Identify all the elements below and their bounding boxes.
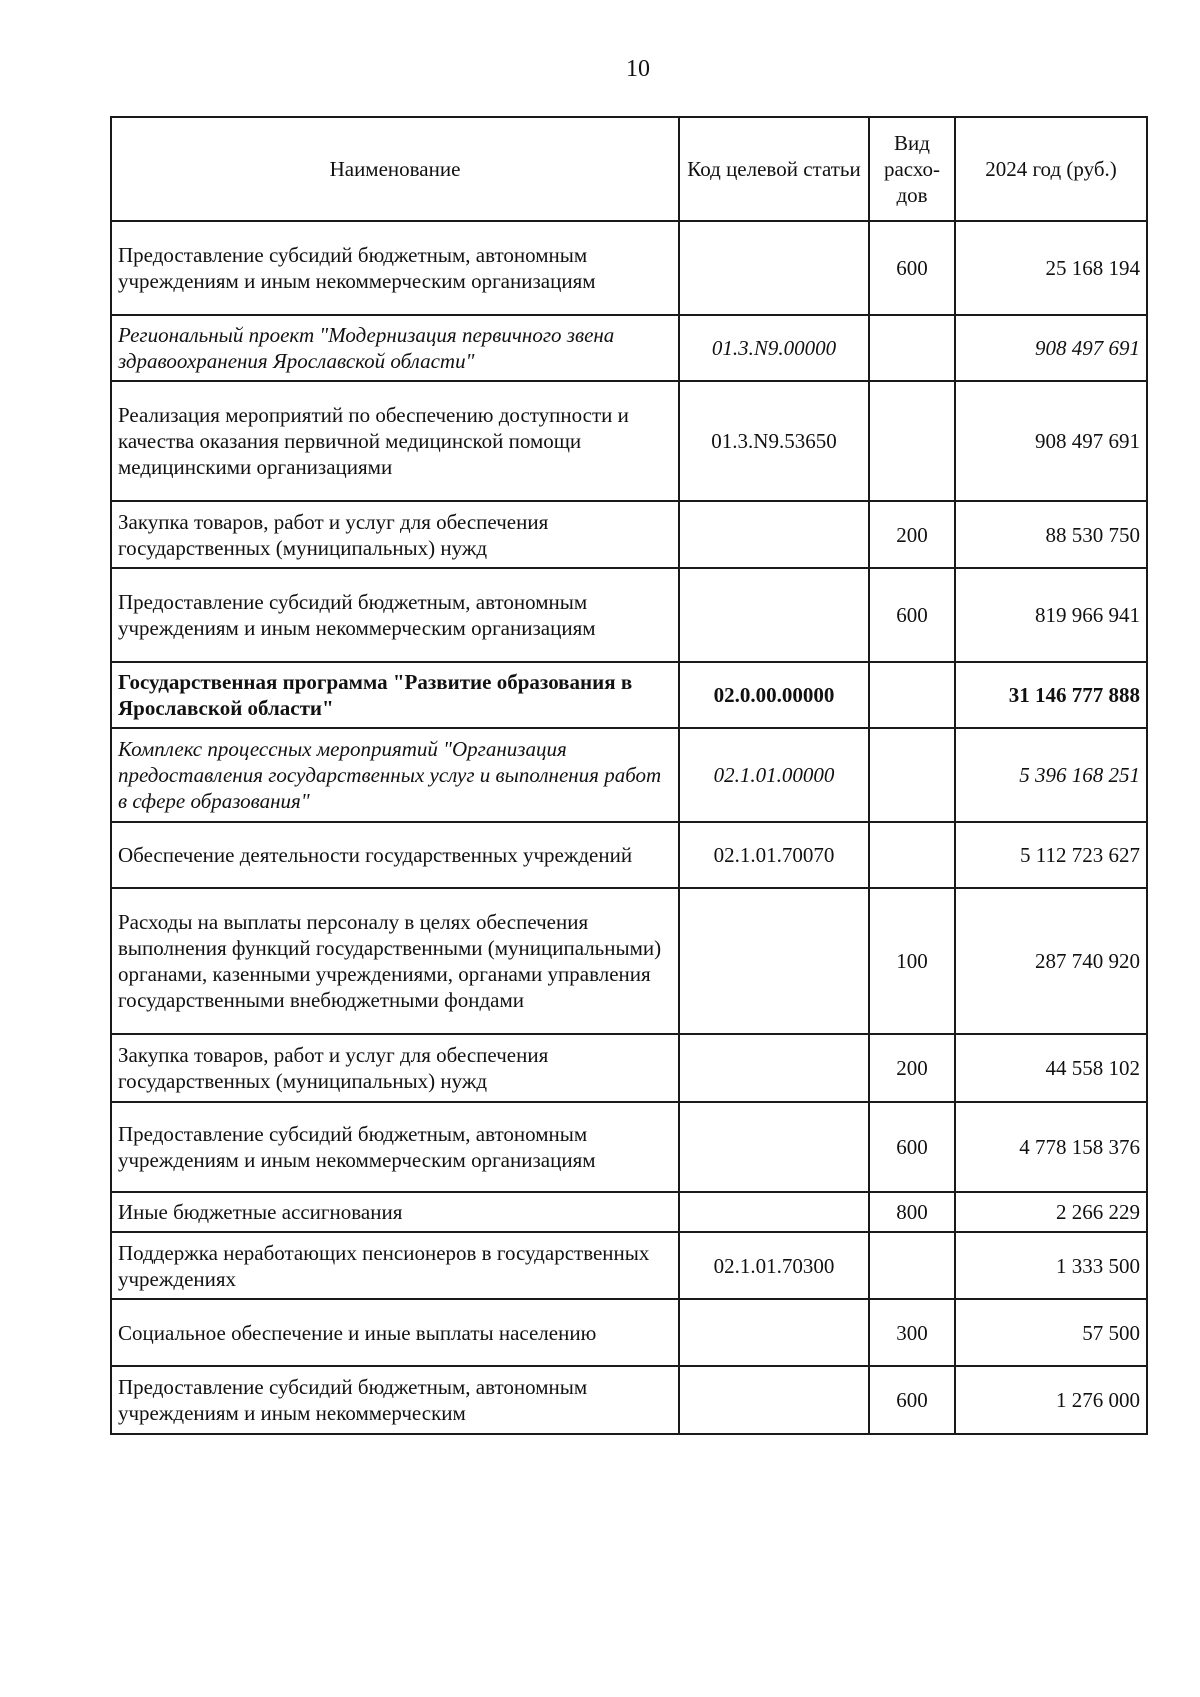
row-kind-cell: 600 <box>869 1366 955 1434</box>
row-kind-cell: 300 <box>869 1299 955 1366</box>
row-kind-cell: 600 <box>869 221 955 315</box>
row-amount-cell: 57 500 <box>955 1299 1147 1366</box>
row-amount-cell: 88 530 750 <box>955 501 1147 568</box>
table-row <box>111 1192 1147 1232</box>
row-kind-cell: 100 <box>869 888 955 1034</box>
row-kind-cell <box>869 1232 955 1299</box>
row-name-cell: Комплекс процессных мероприятий "Организация предоставления государственных услуг и выполнения работ в сфере образования" <box>111 728 679 822</box>
row-amount-cell: 44 558 102 <box>955 1034 1147 1102</box>
row-name-cell: Иные бюджетные ассигнования <box>111 1192 679 1232</box>
row-code-cell: 02.1.01.00000 <box>679 728 869 822</box>
budget-table <box>110 116 1148 1435</box>
row-name-cell: Предоставление субсидий бюджетным, автономным учреждениям и иным некоммерческим организациям <box>111 221 679 315</box>
row-name-cell: Предоставление субсидий бюджетным, автономным учреждениям и иным некоммерческим <box>111 1366 679 1434</box>
table-row <box>111 728 1147 822</box>
row-code-cell <box>679 1366 869 1434</box>
row-name-cell: Обеспечение деятельности государственных учреждений <box>111 822 679 888</box>
table-row <box>111 381 1147 501</box>
row-amount-cell: 1 276 000 <box>955 1366 1147 1434</box>
row-name-cell: Поддержка неработающих пенсионеров в государственных учреждениях <box>111 1232 679 1299</box>
row-amount-cell: 25 168 194 <box>955 221 1147 315</box>
header-amount: 2024 год (руб.) <box>955 117 1147 221</box>
row-code-cell <box>679 1299 869 1366</box>
row-code-cell <box>679 221 869 315</box>
table-row <box>111 1102 1147 1192</box>
row-amount-cell: 1 333 500 <box>955 1232 1147 1299</box>
row-kind-cell <box>869 381 955 501</box>
row-name-cell: Региональный проект "Модернизация первичного звена здравоохранения Ярославской области" <box>111 315 679 381</box>
row-kind-cell <box>869 315 955 381</box>
row-code-cell <box>679 568 869 662</box>
table-row <box>111 568 1147 662</box>
row-kind-cell: 600 <box>869 1102 955 1192</box>
row-name-cell: Расходы на выплаты персоналу в целях обеспечения выполнения функций государственными (муниципальными) органами, казенными учреждениями, органами управления государственными внебюджетными фондами <box>111 888 679 1034</box>
table-row <box>111 662 1147 728</box>
header-code: Код целевой статьи <box>679 117 869 221</box>
row-code-cell <box>679 1102 869 1192</box>
row-code-cell <box>679 501 869 568</box>
header-name: Наименование <box>111 117 679 221</box>
row-kind-cell: 800 <box>869 1192 955 1232</box>
row-code-cell <box>679 1192 869 1232</box>
row-amount-cell: 5 112 723 627 <box>955 822 1147 888</box>
table-row <box>111 888 1147 1034</box>
row-name-cell: Закупка товаров, работ и услуг для обеспечения государственных (муниципальных) нужд <box>111 1034 679 1102</box>
row-amount-cell: 287 740 920 <box>955 888 1147 1034</box>
row-amount-cell: 2 266 229 <box>955 1192 1147 1232</box>
table-row <box>111 315 1147 381</box>
row-kind-cell <box>869 822 955 888</box>
table-row <box>111 1034 1147 1102</box>
row-kind-cell: 200 <box>869 501 955 568</box>
row-code-cell <box>679 888 869 1034</box>
row-kind-cell: 600 <box>869 568 955 662</box>
row-amount-cell: 908 497 691 <box>955 381 1147 501</box>
row-name-cell: Предоставление субсидий бюджетным, автономным учреждениям и иным некоммерческим организациям <box>111 1102 679 1192</box>
row-code-cell: 02.1.01.70070 <box>679 822 869 888</box>
table-header-row <box>111 117 1147 221</box>
row-name-cell: Социальное обеспечение и иные выплаты населению <box>111 1299 679 1366</box>
row-name-cell: Закупка товаров, работ и услуг для обеспечения государственных (муниципальных) нужд <box>111 501 679 568</box>
table-body <box>111 221 1147 1434</box>
row-amount-cell: 908 497 691 <box>955 315 1147 381</box>
row-name-cell: Реализация мероприятий по обеспечению доступности и качества оказания первичной медицинской помощи медицинскими организациями <box>111 381 679 501</box>
row-amount-cell: 5 396 168 251 <box>955 728 1147 822</box>
row-amount-cell: 31 146 777 888 <box>955 662 1147 728</box>
row-code-cell <box>679 1034 869 1102</box>
row-name-cell: Предоставление субсидий бюджетным, автономным учреждениям и иным некоммерческим организациям <box>111 568 679 662</box>
row-code-cell: 02.0.00.00000 <box>679 662 869 728</box>
row-code-cell: 01.3.N9.53650 <box>679 381 869 501</box>
row-kind-cell <box>869 662 955 728</box>
table-row <box>111 1232 1147 1299</box>
table-row <box>111 1366 1147 1434</box>
row-code-cell: 02.1.01.70300 <box>679 1232 869 1299</box>
table-row <box>111 221 1147 315</box>
header-kind: Вид расхо-дов <box>869 117 955 221</box>
row-amount-cell: 4 778 158 376 <box>955 1102 1147 1192</box>
page-number: 10 <box>626 56 650 82</box>
table-row <box>111 1299 1147 1366</box>
row-code-cell: 01.3.N9.00000 <box>679 315 869 381</box>
row-amount-cell: 819 966 941 <box>955 568 1147 662</box>
row-kind-cell: 200 <box>869 1034 955 1102</box>
row-kind-cell <box>869 728 955 822</box>
row-name-cell: Государственная программа "Развитие образования в Ярославской области" <box>111 662 679 728</box>
table-row <box>111 501 1147 568</box>
table-row <box>111 822 1147 888</box>
